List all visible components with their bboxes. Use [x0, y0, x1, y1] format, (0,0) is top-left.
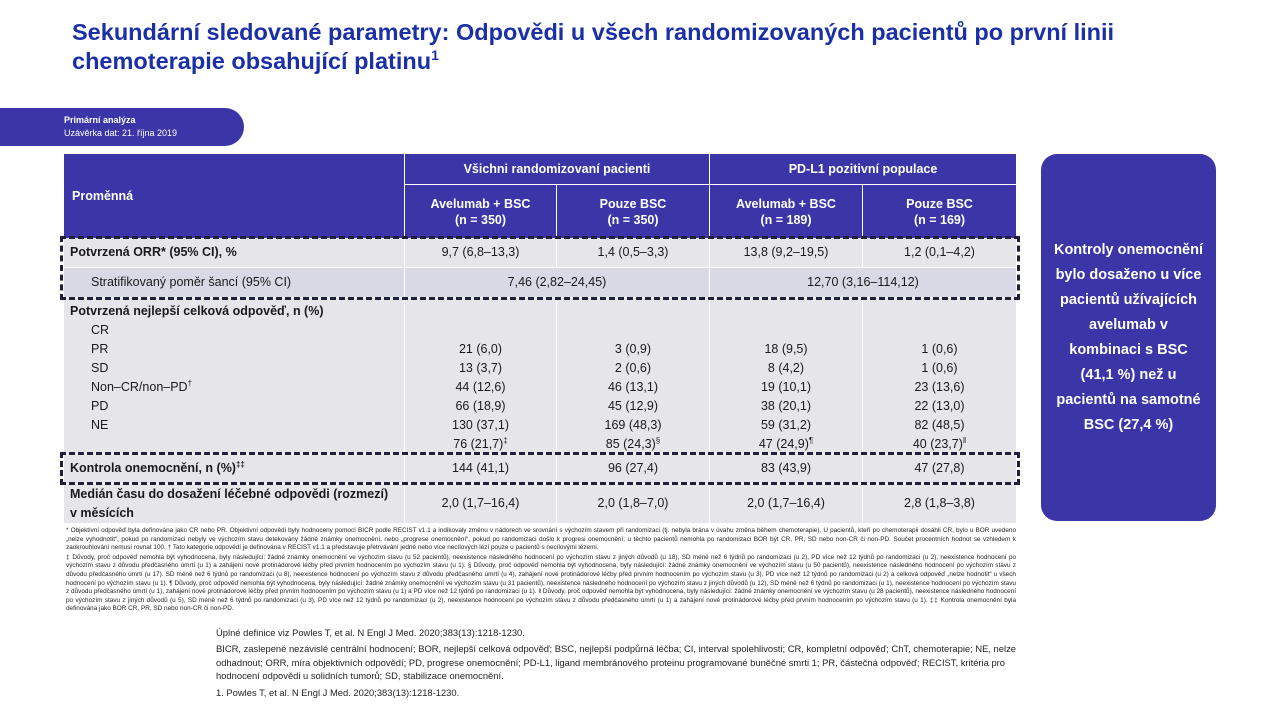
- highlight-orr: [60, 236, 1020, 300]
- table-cell: 2,8 (1,8–3,8): [904, 496, 975, 510]
- table-row-bor: [64, 298, 1016, 453]
- table-cell: 2,0 (1,7–16,4): [441, 496, 520, 510]
- column-header: Avelumab + BSC (n = 189): [710, 185, 862, 238]
- table-cell: 12,70 (3,16–114,12): [807, 275, 919, 289]
- footnotes: [66, 527, 1016, 615]
- bor-column: 1 (0,6) 1 (0,6) 23 (13,6) 22 (13,0) 82 (48,5) 40 (23,7)‖: [912, 342, 967, 451]
- table-cell: 2,0 (1,8–7,0): [597, 496, 669, 510]
- table-cell: 7,46 (2,82–24,45): [507, 275, 607, 289]
- column-divider: [862, 298, 863, 523]
- bor-category-noncr: Non–CR/non–PD†: [91, 378, 193, 394]
- page-title-text: Sekundární sledované parametry: Odpovědi u všech randomizovaných pacientů po první linii chemoterapie obsahující platinu: [72, 19, 1115, 74]
- row-label: Kontrola onemocnění, n (%)‡‡: [70, 459, 245, 475]
- table-cell: 144 (41,1): [452, 461, 509, 475]
- bor-categories: [91, 321, 192, 435]
- footnote: * Objektivní odpověď byla definována jako CR nebo PR. Objektivní odpovědi byly hodnoceny pomocí BICR podle RECIST v1.1 a indikovaly změnu v nádorech ve srovnání s výchozím stavem při randomizaci (tj. nebyla brána v úvahu změna během chemoterapie). U pacientů, kteří po chemoterapii dosáhli CR, bylo u BOR uvedeno „nelze vyhodnotit“, pokud po randomizaci nebyly ve výchozím stavu detekovány žádné známky onemocnění, nebo „progrese onemocnění“, pokud po randomizaci došlo k progresi onemocnění; u těchto pacientů nemohla po randomizaci BOR být CR, PR, SD nebo non-CR či non-PD. Součet procentních hodnot se vzhledem k zaokrouhlování nemusí rovnat 100. † Tato kategorie odpovědí je definována v RECIST v1.1 a představuje přetrvávání jedné nebo více necílových lézí pouze u pacientů s necílovými lézemi.: [66, 527, 1016, 552]
- bor-category: NE: [91, 418, 109, 432]
- analysis-badge: [0, 108, 244, 146]
- group-header-all: Všichni randomizovaní pacienti: [405, 154, 709, 184]
- bor-category: PR: [91, 342, 109, 356]
- key-finding-text: Kontroly onemocnění bylo dosaženo u více pacientů užívajících avelumab v kombinaci s BSC (41,1 %) než u pacientů na samotné BSC (27,4 %): [1053, 241, 1204, 433]
- row-label: Potvrzená ORR* (95% CI), %: [70, 245, 237, 259]
- row-label: Potvrzená nejlepší celková odpověď, n (%): [70, 304, 324, 318]
- row-label: Medián času do dosažení léčebné odpovědi (rozmezí) v měsících: [70, 487, 389, 520]
- bor-category: SD: [91, 361, 109, 375]
- bor-column: 18 (9,5) 8 (4,2) 19 (10,1) 38 (20,1) 59 (31,2) 47 (24,9)¶: [758, 342, 814, 451]
- table-cell: 47 (27,8): [914, 461, 965, 475]
- group-header-pdl1: PD-L1 pozitivní populace: [710, 154, 1016, 184]
- key-finding-box: [1041, 154, 1216, 521]
- bor-category: CR: [91, 323, 110, 337]
- footnote: ‡ Důvody, proč odpověď nemohla být vyhodnocena, byly následující: žádné známky onemocnění ve výchozím stavu (u 52 pacientů), neexistence následného hodnocení po výchozím stavu z jiných důvodů (u 18), SD méně než 6 týdnů po randomizaci (u 2), PD více než 12 týdnů po randomizaci (u 2), neexistence hodnocení po výchozím stavu z důvodu předčasného úmrtí (u 1) a zahájení nové protinádorové léčby před prvním hodnocením po výchozím stavu (u 1). § Důvody, proč odpověď nemohla být vyhodnocena, byly následující: žádné známky onemocnění ve výchozím stavu (u 50 pacientů), neexistence následného hodnocení po výchozím stavu z důvodu předčasného úmrtí (u 17). SD méně než 6 týdnů po randomizaci (u 8), neexistence hodnocení po výchozím stavu z důvodu předčasného úmrtí (u 4), zahájení nové protinádorové léčby před prvním hodnocením po výchozím stavu (u 3), PD více než 12 týdnů po randomizaci (u 2) a celková odpověď „nelze hodnotit“ u všech hodnocení po výchozím stavu (u 1). ¶ Důvody, proč odpověď nemohla být vyhodnocena, byly následující: žádné známky onemocnění ve výchozím stavu (u 31 pacientů), neexistence následného hodnocení po výchozím stavu z jiných důvodů (u 12), SD méně než 6 týdnů po randomizaci (u 1), neexistence hodnocení po výchozím stavu z důvodu předčasného úmrtí (u 1), zahájení nové protinádorové léčby před prvním hodnocením po výchozím stavu (u 1) a PD více než 12 týdnů po randomizaci (u 1). ‖ Důvody, proč odpověď nemohla být vyhodnocena, byly následující: žádné známky onemocnění ve výchozím stavu (u 28 pacientů), neexistence následného hodnocení po výchozím stavu z jiných důvodů (u 5), SD méně než 6 týdnů po randomizaci (u 3), PD více než 12 týdnů po randomizaci (u 2), neexistence hodnocení po výchozím stavu z důvodu předčasného úmrtí (u 1) a zahájení nové protinádorové léčby před prvním hodnocením po výchozím stavu (u 1). ‡‡ Kontrola onemocnění byla definována jako BOR CR, PR, SD nebo non-CR či non-PD.: [66, 553, 1016, 613]
- data-cutoff: Uzávěrka dat: 21. října 2019: [64, 128, 178, 138]
- table-cell: 1,2 (0,1–4,2): [904, 245, 975, 259]
- column-header: Avelumab + BSC (n = 350): [405, 185, 556, 238]
- table-row-median: [64, 484, 1016, 523]
- bor-column: 3 (0,9) 2 (0,6) 46 (13,1) 45 (12,9) 169 (48,3) 85 (24,3)§: [604, 342, 662, 451]
- table-cell: 9,7 (6,8–13,3): [441, 245, 520, 259]
- row-label: Stratifikovaný poměr šancí (95% CI): [91, 275, 292, 289]
- reference: 1. Powles T, et al. N Engl J Med. 2020;383(13):1218-1230.: [216, 686, 460, 698]
- highlight-dcr: [60, 452, 1020, 485]
- variable-header: Proměnná: [64, 154, 404, 238]
- column-header: Pouze BSC (n = 169): [863, 185, 1016, 238]
- table-cell: 13,8 (9,2–19,5): [743, 245, 829, 259]
- table-cell: 2,0 (1,7–16,4): [747, 496, 825, 510]
- bor-category: PD: [91, 399, 109, 413]
- abbreviations: BICR, zaslepené nezávislé centrální hodnocení; BOR, nejlepší celková odpověď; BSC, nejlepší podpůrná léčba; CI, interval spolehlivosti; CR, kompletní odpověď; ChT, chemoterapie; NE, nelze odhadnout; ORR, míra objektivních odpovědí; PD, progrese onemocnění; PD-L1, ligand membránového proteinu programované buněčné smrti 1; PR, částečná odpověď; RECIST, kritéria pro hodnocení odpovědi u solidních tumorů; SD, stabilizace onemocnění.: [216, 643, 1016, 682]
- table-cell: 83 (43,9): [760, 461, 812, 475]
- references: [216, 626, 1016, 702]
- definitions-note: Úplné definice viz Powles T, et al. N Engl J Med. 2020;383(13):1218-1230.: [216, 627, 525, 638]
- title-reference-sup: 1: [431, 47, 439, 64]
- bor-column: 21 (6,0) 13 (3,7) 44 (12,6) 66 (18,9) 130 (37,1) 76 (21,7)‡: [452, 342, 509, 451]
- table-cell: 1,4 (0,5–3,3): [597, 245, 669, 259]
- table-cell: 96 (27,4): [607, 461, 659, 475]
- column-header: Pouze BSC (n = 350): [557, 185, 709, 238]
- results-table: [64, 154, 1016, 523]
- analysis-label: Primární analýza: [64, 115, 136, 125]
- column-divider: [556, 298, 557, 523]
- page-title: [72, 18, 1192, 76]
